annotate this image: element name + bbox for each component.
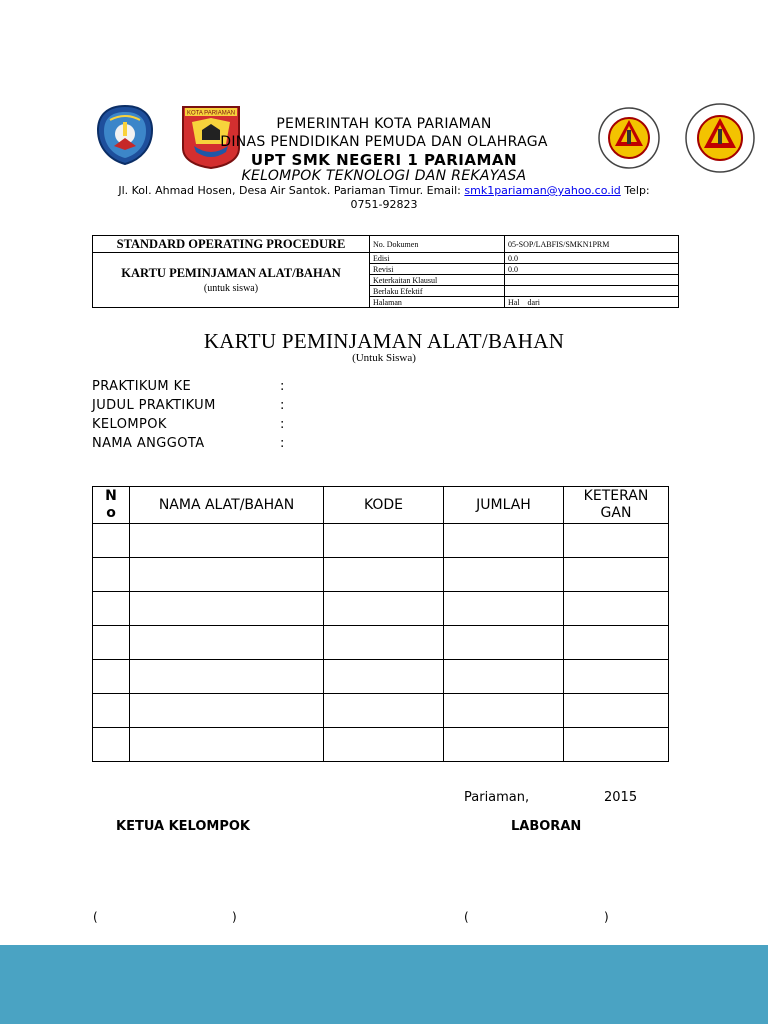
header-telp: 0751-92823: [350, 198, 418, 211]
cell[interactable]: [444, 558, 564, 592]
cell[interactable]: [93, 694, 130, 728]
items-header-row: [93, 487, 669, 524]
signature-place-date: Pariaman,: [464, 790, 530, 805]
card-title: KARTU PEMINJAMAN ALAT/BAHAN: [203, 329, 565, 353]
card-subtitle: (Untuk Siswa): [352, 352, 416, 364]
sop-subtitle-note: (untuk siswa): [203, 283, 259, 294]
cell[interactable]: [93, 660, 130, 694]
signature-year: 2015: [604, 790, 638, 805]
cell[interactable]: [130, 694, 324, 728]
table-row: [93, 626, 669, 660]
sop-row-value: [505, 275, 679, 286]
footer-band: [0, 945, 768, 1024]
signature-right-open: (: [464, 910, 469, 924]
sop-row-value: Hal dari: [505, 297, 679, 308]
sop-row-label: No. Dokumen: [370, 236, 505, 253]
header-line2: DINAS PENDIDIKAN PEMUDA DAN OLAHRAGA: [220, 134, 548, 150]
header-telp-label: Telp:: [624, 184, 650, 197]
cell[interactable]: [444, 592, 564, 626]
sop-table: [92, 235, 679, 308]
cell[interactable]: [130, 592, 324, 626]
cell[interactable]: [564, 524, 669, 558]
col-header-keterangan: KETERAN GAN: [564, 487, 669, 524]
field-label: KELOMPOK: [92, 417, 167, 432]
field-judul-praktikum: [92, 398, 285, 413]
cell[interactable]: [564, 660, 669, 694]
table-row: [93, 524, 669, 558]
cell[interactable]: [130, 524, 324, 558]
sop-row-value: [505, 286, 679, 297]
sop-title: STANDARD OPERATING PROCEDURE: [93, 236, 370, 253]
header-line1: PEMERINTAH KOTA PARIAMAN: [276, 116, 492, 132]
field-colon: :: [280, 436, 285, 451]
field-colon: :: [280, 417, 285, 432]
sop-row-label: Revisi: [370, 264, 505, 275]
cell[interactable]: [130, 558, 324, 592]
table-row: [93, 660, 669, 694]
cell[interactable]: [444, 694, 564, 728]
cell[interactable]: [130, 728, 324, 762]
sop-subtitle: KARTU PEMINJAMAN ALAT/BAHAN: [121, 266, 341, 280]
cell[interactable]: [93, 558, 130, 592]
header-line4: KELOMPOK TEKNOLOGI DAN REKAYASA: [241, 168, 527, 184]
cell[interactable]: [324, 524, 444, 558]
cell[interactable]: [130, 626, 324, 660]
table-row: [93, 728, 669, 762]
cell[interactable]: [130, 660, 324, 694]
field-nama-anggota: [92, 436, 285, 451]
cell[interactable]: [324, 660, 444, 694]
signature-right-close: ): [604, 910, 609, 924]
cell[interactable]: [93, 626, 130, 660]
cell[interactable]: [564, 592, 669, 626]
cell[interactable]: [444, 524, 564, 558]
field-kelompok: [92, 417, 285, 432]
cell[interactable]: [324, 592, 444, 626]
signature-left-close: ): [232, 910, 237, 924]
cell[interactable]: [324, 694, 444, 728]
sop-row-label: Berlaku Efektif: [370, 286, 505, 297]
field-colon: :: [280, 379, 285, 394]
cell[interactable]: [564, 558, 669, 592]
col-header-kode: KODE: [324, 487, 444, 524]
table-row: [93, 592, 669, 626]
field-label: NAMA ANGGOTA: [92, 436, 205, 451]
cell[interactable]: [93, 524, 130, 558]
field-label: PRAKTIKUM KE: [92, 379, 192, 394]
col-header-nama: NAMA ALAT/BAHAN: [130, 487, 324, 524]
cell[interactable]: [93, 728, 130, 762]
table-row: [93, 558, 669, 592]
cell[interactable]: [564, 694, 669, 728]
cell[interactable]: [324, 626, 444, 660]
signature-right-title: LABORAN: [511, 819, 582, 834]
col-header-jumlah: JUMLAH: [444, 487, 564, 524]
cell[interactable]: [444, 626, 564, 660]
sop-subtitle-cell: [93, 253, 370, 308]
header-line3: UPT SMK NEGERI 1 PARIAMAN: [250, 151, 518, 169]
kota-pariaman-logo-text: KOTA PARIAMAN: [186, 110, 236, 117]
sop-row-value: 05-SOP/LABFIS/SMKN1PRM: [505, 236, 679, 253]
header-address: Jl. Kol. Ahmad Hosen, Desa Air Santok. Pariaman Timur. Email:: [118, 184, 461, 197]
signature-left-open: (: [93, 910, 98, 924]
signature-left-title: KETUA KELOMPOK: [116, 819, 250, 834]
sop-row-label: Edisi: [370, 253, 505, 264]
col-header-no: N o: [93, 487, 130, 524]
cell[interactable]: [324, 728, 444, 762]
sop-row-value: 0.0: [505, 264, 679, 275]
cell[interactable]: [93, 592, 130, 626]
field-colon: :: [280, 398, 285, 413]
cell[interactable]: [564, 728, 669, 762]
header-address-line: [0, 184, 768, 197]
cell[interactable]: [444, 728, 564, 762]
cell[interactable]: [564, 626, 669, 660]
items-table: [92, 486, 669, 762]
sop-row-value: 0.0: [505, 253, 679, 264]
sop-row-label: Keterkaitan Klausul: [370, 275, 505, 286]
sop-row-label: Halaman: [370, 297, 505, 308]
field-praktikum-ke: [92, 379, 285, 394]
cell[interactable]: [324, 558, 444, 592]
field-label: JUDUL PRAKTIKUM: [92, 398, 216, 413]
table-row: [93, 694, 669, 728]
header-email-link[interactable]: smk1pariaman@yahoo.co.id: [464, 184, 621, 197]
cell[interactable]: [444, 660, 564, 694]
